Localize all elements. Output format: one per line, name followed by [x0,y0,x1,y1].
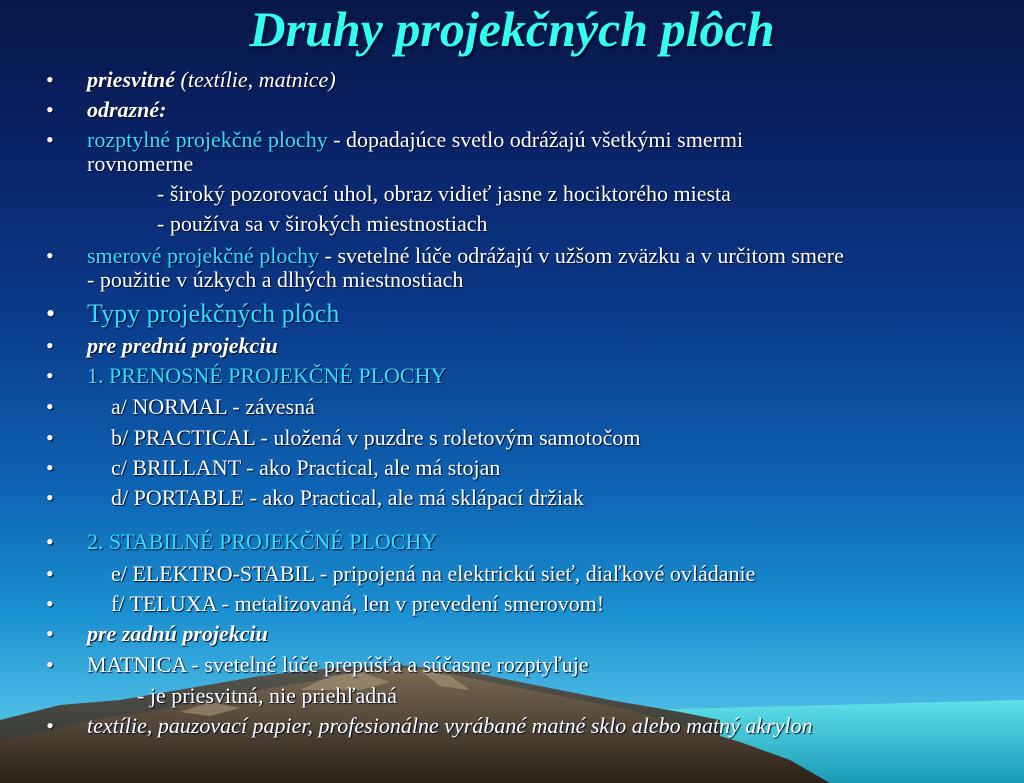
bullet-dot: • [46,97,54,122]
bullet-dot: • [46,243,54,268]
bullet-dot: • [46,67,54,92]
bullet-dot: • [46,455,54,480]
bullet-dot: • [46,713,54,738]
bullet-dot: • [46,299,56,328]
bullet-dot: • [46,591,54,616]
bullet-dot: • [46,425,54,450]
bullet-dot: • [46,394,54,419]
sub-line-wide-rooms: - používa sa v širokých miestnostiach [157,211,488,236]
sub-line-translucent: - je priesvitná, nie priehľadná [137,683,398,708]
bullet-dot: • [46,333,54,358]
bullet-dot: • [46,561,54,586]
bullet-dot: • [46,485,54,510]
bullet-dot: • [46,652,54,677]
bullet-dot: • [46,621,54,646]
sub-line-wide-angle: - široký pozorovací uhol, obraz vidieť jasne z hociktorého miesta [157,181,731,206]
bullet-dot: • [46,529,54,554]
slide-title: Druhy projekčných plôch [249,1,775,57]
bullet-dot: • [46,363,54,388]
slide-content: Druhy projekčných plôch • priesvitné (textílie, matnice) • odrazné: • rozptylné projekčné plochy - dopadajúce svetlo odrážajú všetkými smermi rovnomerne - široký pozorovací uhol, obraz vidieť jasne z hociktorého miesta - používa sa v širokých miestnostiach • smerové projekčné plochy - svetelné lúče odrážajú v užšom zväzku a v určitom smere - použitie v úzkych a dlhých miestnostiach • Typy projekčných plôch • pre prednú projekciu • 1. PRENOSNÉ PROJEKČNÉ PLOCHY • a/ NORMAL - závesná • b/ PRACTICAL - uložená v puzdre s roletovým samotočom • c/ BRILLANT - ako Practical, ale má stojan • d/ PORTABLE - ako Practical, ale má sklápací držiak • 2. STABILNÉ PROJEKČNÉ PLOCHY • e/ ELEKTRO-STABIL - pripojená na elektrickú sieť, diaľkové ovládanie • f/ TELUXA - metalizovaná, len v prevedení smerovom! • pre zadnú projekciu • MATNICA - svetelné lúče prepúšťa a súčasne rozptyľuje - je priesvitná, nie priehľadná • textílie, pauzovací papier, profesionálne vyrábané matné sklo alebo matný akrylon [0,0,1024,783]
bullet-dot: • [46,127,54,152]
